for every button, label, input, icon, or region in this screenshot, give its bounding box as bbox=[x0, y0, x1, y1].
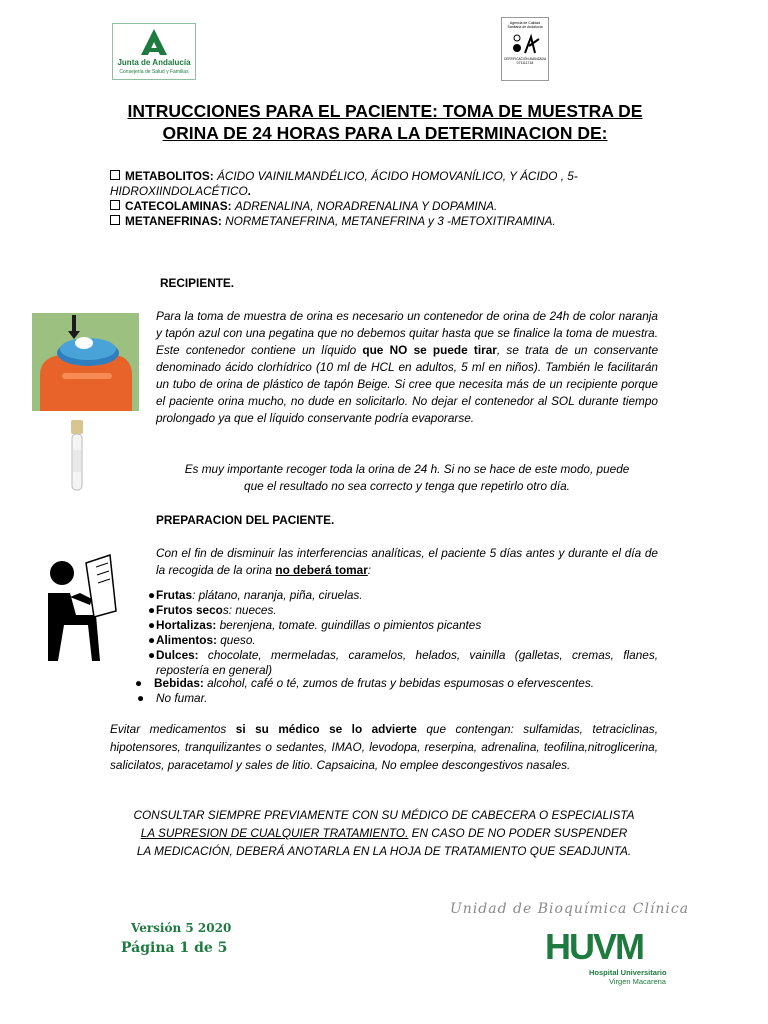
catecolaminas-label: CATECOLAMINAS: bbox=[125, 199, 232, 213]
item-label: Frutos seco bbox=[156, 603, 223, 617]
list-item bbox=[137, 691, 658, 706]
list-item bbox=[148, 588, 658, 603]
preparacion-intro-bold: no deberá tomar bbox=[275, 563, 368, 577]
bullet-icon: ● bbox=[148, 633, 156, 647]
catecolaminas-text: ADRENALINA, NORADRENALINA Y DOPAMINA. bbox=[234, 199, 498, 213]
item-text: alcohol, café o té, zumos de frutas y bebidas espumosas o efervescentes. bbox=[203, 676, 594, 690]
item-text: berenjena, tomate. guindillas o pimientos picantes bbox=[216, 618, 482, 632]
medicamentos-b: que contengan: sulfamidas, tetraciclinas, hipotensores, tranquilizantes o sedantes, IMAO, levodopa, reserpina, adrenalina, teofilina,nitroglicerina, salicilatos, paracetamol y sales de litio. Capsaicina, No emplee descongestivos nasales. bbox=[110, 722, 658, 772]
consultar-line-3: LA MEDICACIÓN, DEBERÁ ANOTARLA EN LA HOJA DE TRATAMIENTO QUE SEADJUNTA. bbox=[136, 844, 632, 858]
hospital-line-2: Virgen Macarena bbox=[609, 977, 666, 986]
item-label: Hortalizas: bbox=[156, 618, 217, 632]
bullet-icon: ● bbox=[148, 603, 156, 617]
medicamentos-a: Evitar medicamentos bbox=[110, 722, 236, 736]
consultar-paragraph bbox=[110, 806, 658, 860]
junta-a-icon bbox=[113, 24, 195, 58]
metanefrinas-text: NORMETANEFRINA, METANEFRINA y 3 -METOXITIRAMINA. bbox=[225, 214, 556, 228]
bullet-icon: ● bbox=[148, 618, 156, 632]
checkbox-icon bbox=[110, 200, 120, 210]
checkbox-icon bbox=[110, 170, 120, 180]
version-label: Versión 5 2020 bbox=[131, 921, 232, 935]
recipiente-text-a: Para la toma de muestra de orina es necesario un contenedor de orina de 24h de color naranja y tapón azul con una pegatina que no debemos quitar hasta que se finalice la toma de muestra. Este contenedor contiene un líquido bbox=[156, 309, 658, 357]
determinations-block bbox=[110, 169, 660, 229]
seal-line1: Agencia de Calidad bbox=[509, 21, 541, 25]
item-text: : plátano, naranja, piña, ciruelas. bbox=[192, 588, 363, 602]
metanefrinas-label: METANEFRINAS: bbox=[125, 214, 222, 228]
importante-paragraph bbox=[156, 461, 658, 495]
item-text: s: nueces. bbox=[222, 603, 277, 617]
medicamentos-bold: si su médico se lo advierte bbox=[235, 722, 417, 736]
huvm-logo-text: HUVM bbox=[545, 926, 643, 967]
item-text: chocolate, mermeladas, caramelos, helados, vainilla (galletas, cremas, flanes, repostería en general) bbox=[156, 648, 658, 677]
bullet-icon: ● bbox=[137, 691, 145, 705]
title-line-2: ORINA DE 24 HORAS PARA LA DETERMINACION DE: bbox=[162, 123, 608, 143]
item-label: Alimentos: bbox=[156, 633, 217, 647]
list-item bbox=[148, 648, 658, 678]
recipiente-text-bold: que NO se puede tirar bbox=[362, 343, 497, 357]
patient-reading-image bbox=[40, 553, 118, 663]
preparacion-intro-a: Con el fin de disminuir las interferencias analíticas, el paciente 5 días antes y durante el día de la recogida de la orina bbox=[156, 546, 658, 577]
bullet-icon: ● bbox=[148, 588, 156, 602]
catecolaminas-line bbox=[110, 199, 660, 214]
container-image bbox=[32, 313, 139, 411]
food-list bbox=[148, 588, 658, 678]
list-item bbox=[148, 603, 658, 618]
junta-logo-subtitle: Consejería de Salud y Familias bbox=[119, 69, 189, 75]
hospital-line-1: Hospital Universitario bbox=[589, 968, 667, 977]
importante-line-2: que el resultado no sea correcto y tenga que repetirlo otro día. bbox=[244, 479, 570, 493]
person-reading-icon bbox=[40, 553, 118, 663]
junta-logo-name: Junta de Andalucía bbox=[117, 58, 191, 67]
metabolitos-text: ÁCIDO VAINILMANDÉLICO, ÁCIDO HOMOVANÍLICO, Y ÁCIDO , 5- bbox=[216, 169, 578, 183]
huvm-logo bbox=[545, 926, 670, 990]
item-label: Dulces: bbox=[156, 648, 199, 662]
item-label: Bebidas: bbox=[154, 676, 204, 690]
junta-logo bbox=[112, 23, 196, 80]
list-item bbox=[148, 618, 658, 633]
bullet-icon: ● bbox=[135, 676, 143, 690]
preparacion-intro bbox=[156, 545, 658, 579]
metabolitos-line bbox=[110, 169, 660, 184]
certificacion-seal bbox=[501, 17, 549, 81]
seal-cert-label: CERTIFICACIÓN AVANZADA bbox=[503, 57, 547, 61]
metabolitos-end: . bbox=[247, 184, 251, 198]
item-label: Frutas bbox=[156, 588, 193, 602]
metabolitos-text-2: HIDROXIINDOLACÉTICO bbox=[110, 184, 248, 198]
title-line-1: INTRUCCIONES PARA EL PACIENTE: TOMA DE MUESTRA DE bbox=[127, 101, 643, 121]
page-number: Página 1 de 5 bbox=[121, 940, 228, 956]
consultar-line-2-rest: EN CASO DE NO PODER SUSPENDER bbox=[408, 826, 628, 840]
metanefrinas-line bbox=[110, 214, 660, 229]
consultar-line-1: CONSULTAR SIEMPRE PREVIAMENTE CON SU MÉDICO DE CABECERA O ESPECIALISTA bbox=[133, 808, 635, 822]
importante-line-1: Es muy importante recoger toda la orina de 24 h. Si no se hace de este modo, puede bbox=[184, 462, 630, 476]
recipiente-paragraph bbox=[156, 308, 658, 427]
consultar-underlined: LA SUPRESION DE CUALQUIER TRATAMIENTO. bbox=[140, 826, 409, 840]
urine-container-icon bbox=[32, 313, 139, 411]
item-text: No fumar. bbox=[156, 691, 208, 705]
recipiente-heading: RECIPIENTE. bbox=[160, 276, 235, 290]
checkbox-icon bbox=[110, 215, 120, 225]
item-text: queso. bbox=[216, 633, 256, 647]
metabolitos-line-2 bbox=[110, 184, 660, 199]
preparacion-heading: PREPARACION DEL PACIENTE. bbox=[156, 513, 335, 527]
drink-list bbox=[135, 676, 658, 706]
recipiente-text-b: , se trata de un conservante denominado ácido clorhídrico (10 ml de HCL en adultos, 5 ml en niños). También le facilitarán un tubo de orina de plástico de tapón Beige. Si cree que necesita más de un recipiente porque el paciente orina mucho, no dude en solicitarlo. No dejar el contenedor al SOL durante tiempo prolongado ya que el líquido conservante podría evaporarse. bbox=[156, 343, 659, 425]
seal-emblem-icon bbox=[505, 31, 545, 57]
bullet-icon: ● bbox=[148, 648, 156, 662]
unit-name: Unidad de Bioquímica Clínica bbox=[450, 901, 690, 917]
seal-cert-code: 071111718 bbox=[516, 61, 534, 65]
list-item bbox=[135, 676, 658, 691]
consultar-line-2 bbox=[110, 824, 658, 842]
urine-tube-image bbox=[57, 418, 97, 496]
document-title bbox=[90, 100, 680, 144]
metabolitos-label: METABOLITOS: bbox=[125, 169, 214, 183]
list-item bbox=[148, 633, 658, 648]
medicamentos-paragraph bbox=[110, 720, 658, 774]
urine-tube-icon bbox=[57, 418, 97, 496]
seal-line2: Sanitaria de Andalucía bbox=[507, 25, 543, 29]
preparacion-intro-end: : bbox=[367, 563, 372, 577]
